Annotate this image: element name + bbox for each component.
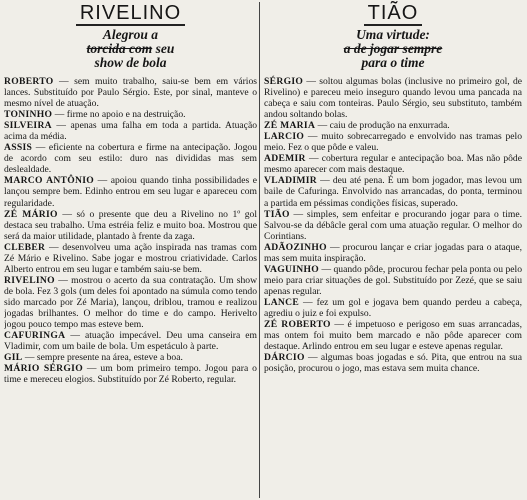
player-name: ADEMIR — [264, 153, 306, 165]
player-rating — [264, 264, 522, 297]
player-comment: — sempre presente na área, esteve a boa. — [22, 352, 183, 364]
player-name: SILVEIRA — [4, 120, 52, 132]
player-rating — [264, 175, 522, 208]
player-heading: TIÃO — [364, 3, 423, 26]
headline-line-1: Alegrou a — [102, 27, 159, 42]
headline-line-3: show de bola — [94, 55, 167, 70]
player-comment: — quando pôde, procurou fechar pela ponta ou pelo meio para criar situações de gol. Substituído por Zezé, que se saiu apenas regular. — [264, 263, 522, 297]
player-heading: RIVELINO — [76, 3, 185, 26]
player-name: DÁRCIO — [264, 352, 305, 364]
player-name: ZÉ MARIA — [264, 120, 316, 132]
player-rating — [4, 175, 257, 208]
column-header — [4, 0, 257, 70]
player-comment: — muito sobrecarregado e envolvido nas tramas pelo meio. Fez o que pôde e valeu. — [264, 131, 522, 154]
player-name: RIVELINO — [4, 274, 55, 286]
player-comment: — eficiente na cobertura e firme na antecipação. Jogou de acordo com seu estilo: duro nas divididas mas sem deslealdade. — [4, 142, 257, 176]
player-comment: — simples, sem enfeitar e procurando jogar para o time. Salvou-se da débâcle geral com uma atuação regular. O melhor do Corintians. — [264, 208, 522, 242]
player-rating — [4, 76, 257, 109]
player-name: SÉRGIO — [264, 76, 304, 87]
player-name: MÁRIO SÉRGIO — [4, 363, 83, 375]
player-comment: — só o presente que deu a Rivelino no 1º gol destaca seu trabalho. Uma estréia feliz e muito boa. Mostrou que será da maior utilidade, plantado à frente da zaga. — [4, 208, 257, 242]
player-rating — [4, 209, 257, 242]
player-name: ZÉ MÁRIO — [4, 208, 58, 220]
player-rating — [264, 131, 522, 153]
player-comment: — algumas boas jogadas e só. Pita, que entrou na sua posição, procurou o jogo, mas estava sem muita chance. — [264, 352, 522, 375]
player-comment: — fez um gol e jogava bem quando perdeu a cabeça, agrediu o juiz e foi expulso. — [264, 296, 522, 319]
headline-line-3: para o time — [361, 55, 425, 70]
player-rating — [4, 363, 257, 385]
player-rating — [4, 330, 257, 352]
player-name: VLADIMIR — [264, 175, 318, 187]
column-rivelino — [4, 0, 257, 500]
column-header — [264, 0, 522, 70]
player-comment: — soltou algumas bolas (inclusive no primeiro gol, de Rivelino) e pareceu meio inseguro quando levou uma pancada na cabeça e saiu com tonteiras. Paulo Sérgio, seu substituto, também andou soltando bolas. — [264, 76, 522, 121]
player-comment: — firme no apoio e na destruição. — [52, 109, 186, 121]
player-rating — [4, 242, 257, 275]
player-rating — [4, 120, 257, 142]
headline-line-1: Uma virtude: — [356, 27, 430, 42]
player-comment: — procurou lançar e criar jogadas para o ataque, mas sem muita inspiração. — [264, 241, 522, 264]
player-name: ROBERTO — [4, 76, 54, 87]
column-divider — [259, 2, 260, 498]
player-comment: — desenvolveu uma ação inspirada nas tramas com Zé Mário e Rivelino. Sabe jogar e mostrou criatividade. Carlos Alberto entrou em seu lugar e também saiu-se bem. — [4, 241, 257, 275]
player-name: LANCE — [264, 296, 300, 308]
headline-line-2 — [4, 42, 257, 56]
headline-line-2a: torcida com — [86, 41, 153, 56]
player-comment: — um bom primeiro tempo. Jogou para o time e mereceu elogios. Substituído por Zé Roberto, regular. — [4, 363, 257, 386]
player-comment: — atuação impecável. Deu uma canseira em Vladimir, com um baile de bola. Um espetáculo à parte. — [4, 330, 257, 353]
player-name: ASSIS — [4, 142, 33, 154]
player-rating — [264, 209, 522, 242]
player-rating — [264, 319, 522, 352]
player-rating — [4, 109, 257, 120]
player-name: CLEBER — [4, 241, 46, 253]
player-name: MARCO ANTÔNIO — [4, 175, 95, 187]
headline-line-2: a de jogar sempre — [343, 41, 443, 56]
player-rating — [4, 275, 257, 330]
headline-line-2b: seu — [152, 41, 175, 56]
column-headline — [4, 28, 257, 70]
player-name: TONINHO — [4, 109, 53, 121]
ratings-list — [4, 76, 257, 385]
player-name: LARCIO — [264, 131, 305, 143]
ratings-list — [264, 76, 522, 374]
player-comment: — caiu de produção na enxurrada. — [315, 120, 450, 132]
player-rating — [264, 76, 522, 120]
player-comment: — mostrou o acerto da sua contratação. Um show de bola. Fez 3 gols (um deles foi apontado na súmula como tendo sido marcado por Zé Maria), lançou, driblou, tramou e realizou jogadas brilhantes. O melhor do time e do campo. Herivelto jogou pouco tempo mas esteve bem. — [4, 274, 257, 331]
player-name: TIÃO — [264, 208, 290, 220]
player-rating — [264, 120, 522, 131]
player-rating — [264, 352, 522, 374]
player-name: GIL — [4, 352, 23, 364]
player-comment: — cobertura regular e antecipação boa. Mas não pôde mesmo aparecer com mais destaque. — [264, 153, 522, 176]
player-comment: — apenas uma falha em toda a partida. Atuação acima da média. — [4, 120, 257, 143]
player-name: ADÃOZINHO — [264, 241, 327, 253]
player-rating — [4, 352, 257, 363]
column-headline — [264, 28, 522, 70]
player-name: ZÉ ROBERTO — [264, 319, 331, 331]
player-comment: — deu até pena. É um bom jogador, mas levou um baile de Cafuringa. Envolvido nas arrancadas, do ponta, terminou a partida em péssimas condições físicas, superado. — [264, 175, 522, 209]
player-rating — [264, 297, 522, 319]
player-comment: — sem muito trabalho, saiu-se bem em vários lances. Substituído por Paulo Sérgio. Este, por sinal, manteve o mesmo nível de atuação. — [4, 76, 257, 110]
player-rating — [264, 153, 522, 175]
player-rating — [4, 142, 257, 175]
player-name: VAGUINHO — [264, 263, 319, 275]
column-tiao — [264, 0, 522, 500]
player-name: CAFURINGA — [4, 330, 66, 342]
player-comment: — é impetuoso e perigoso em suas arrancadas, mas ontem foi muito bem marcado e não pôde aparecer com destaque. Arlindo entrou em seu lugar e esteve apenas regular. — [264, 319, 522, 353]
player-comment: — apoiou quando tinha possibilidades e lançou sempre bem. Edinho entrou em seu lugar e apareceu com regularidade. — [4, 175, 257, 209]
player-rating — [264, 242, 522, 264]
